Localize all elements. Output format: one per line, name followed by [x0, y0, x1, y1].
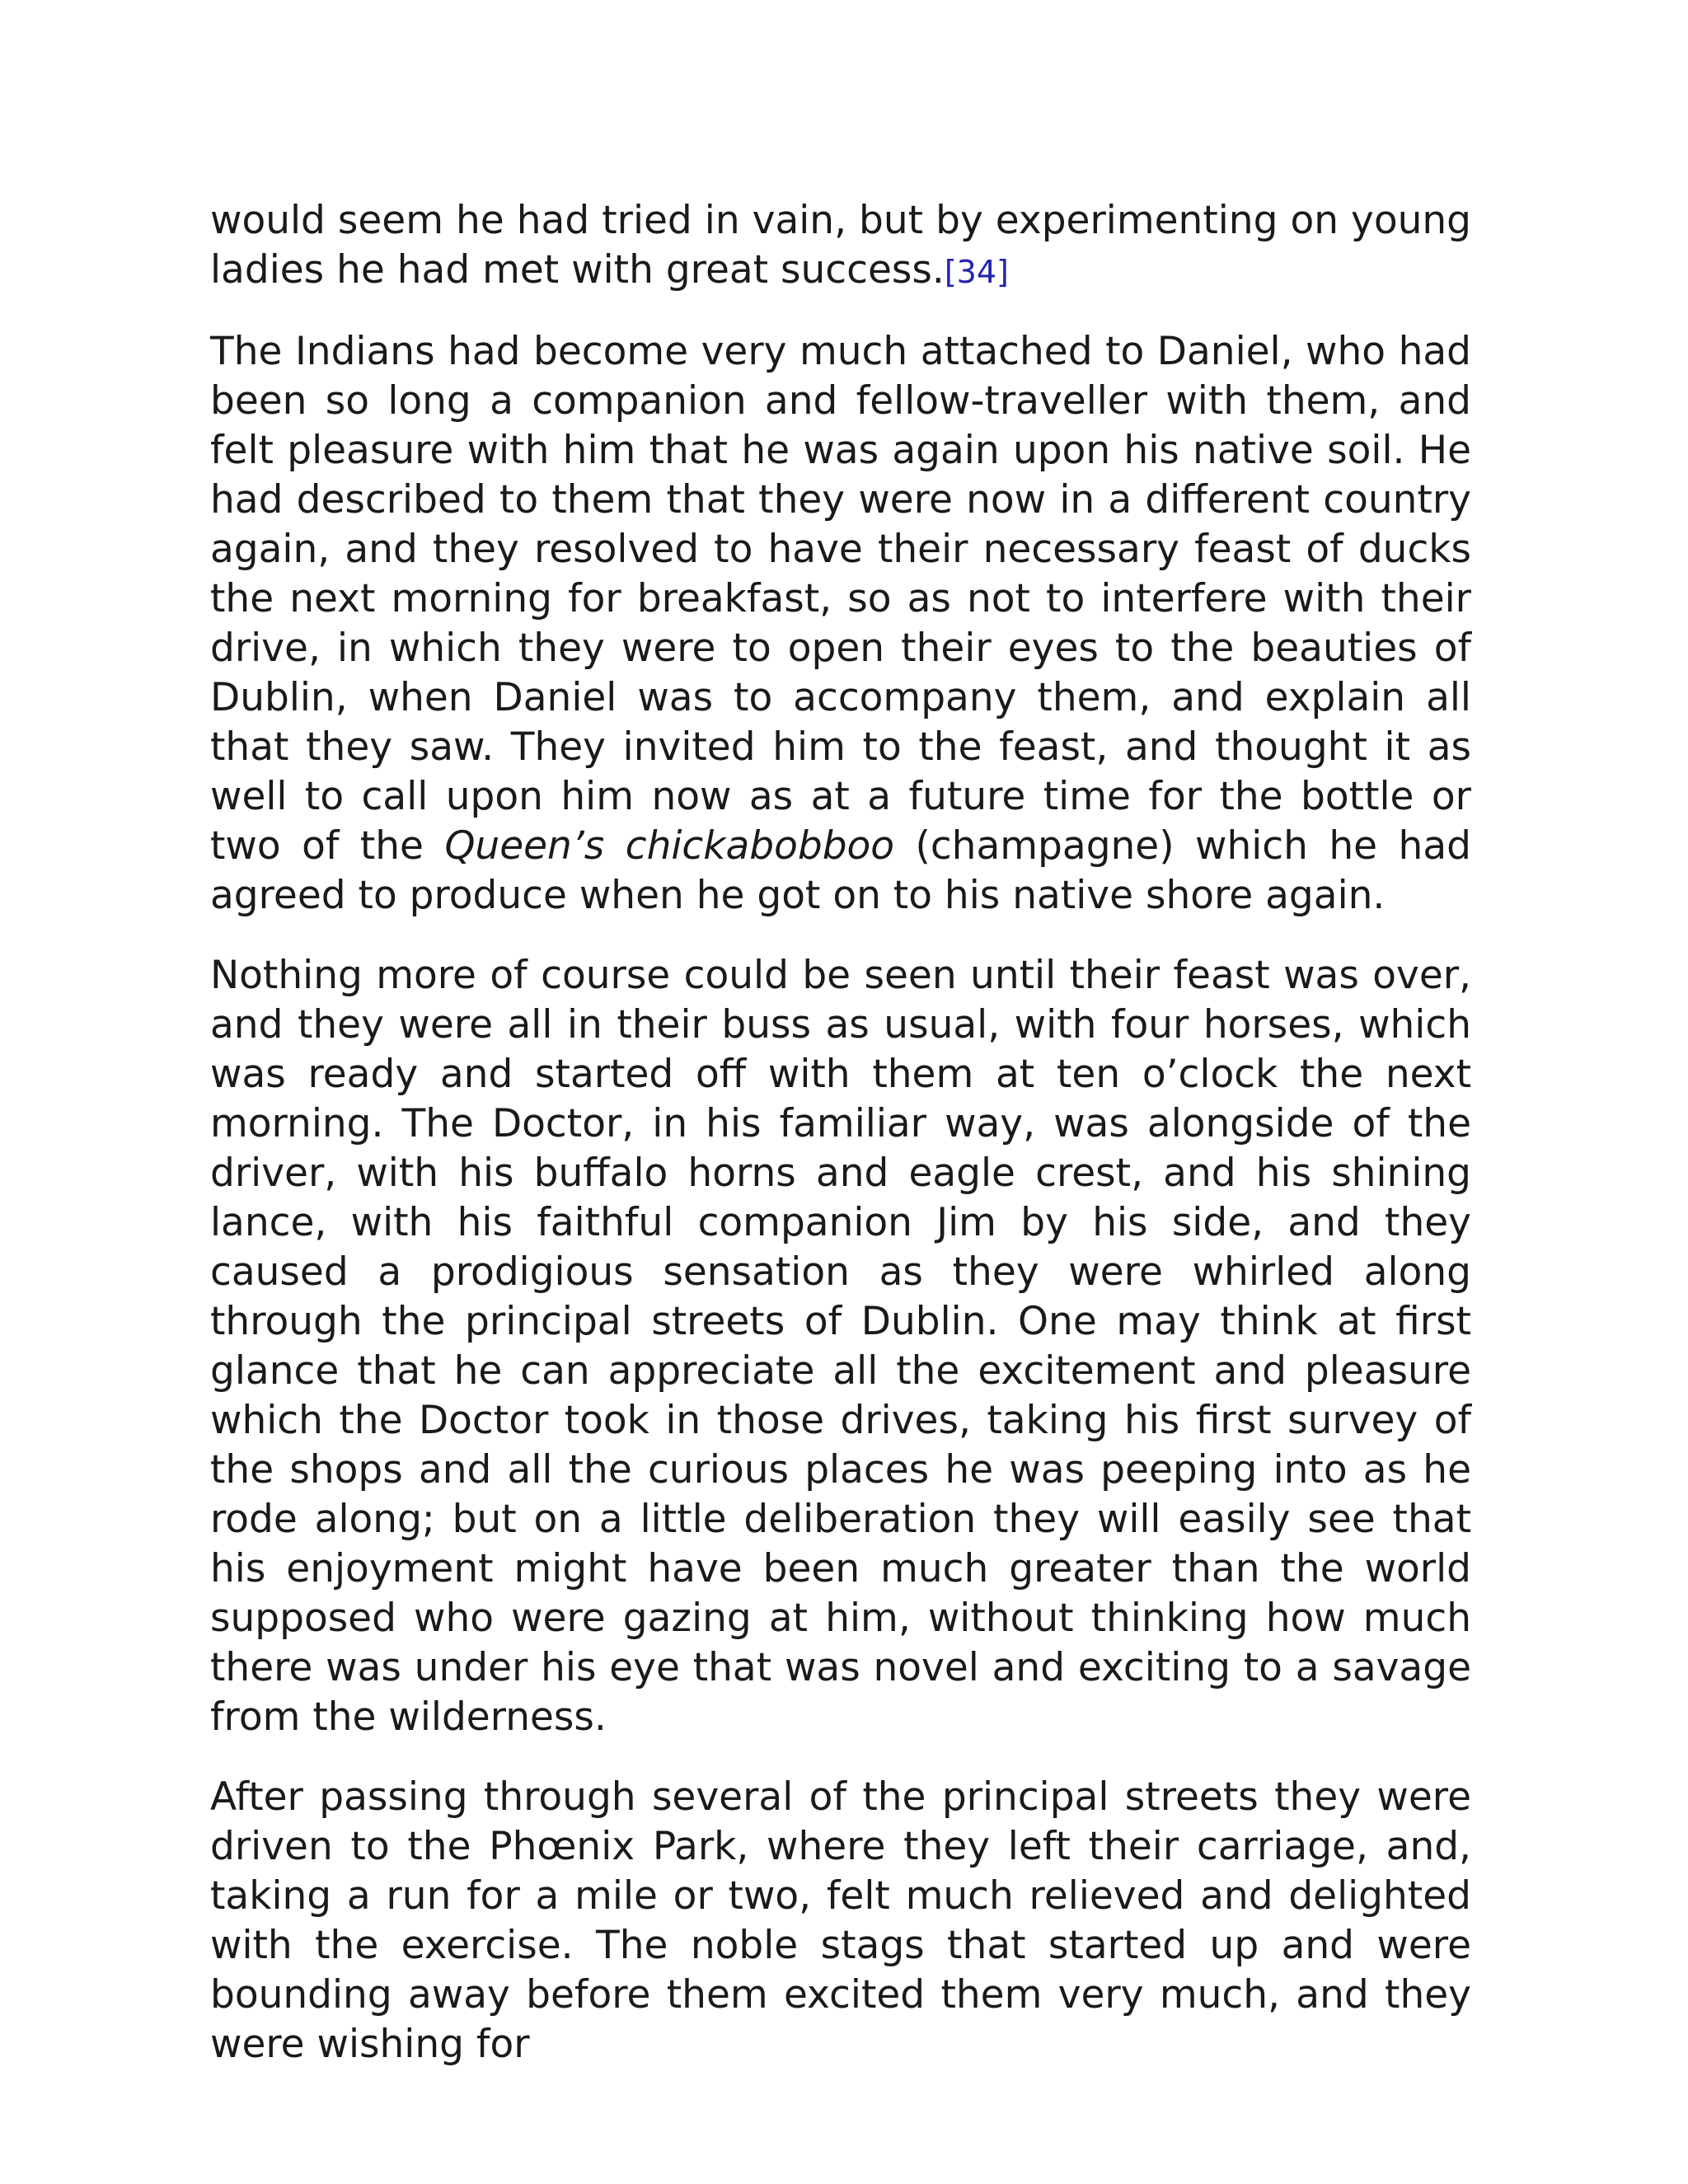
paragraph-2-italic-phrase: Queen’s chickabobboo: [444, 823, 895, 869]
footnote-link-34[interactable]: [34]: [944, 254, 1009, 290]
paragraph-3-text: Nothing more of course could be seen until their feast was over, and they were all in their buss as usual, with four horses, which was ready and started off with them at ten o’clock the next morning. The Doctor, in his familiar way, was alongside of the driver, with his buffalo horns and eagle crest, and his shining lance, with his faithful companion Jim by his side, and they caused a prodigious sensation as they were whirled along through the principal streets of Dublin. One may think at first glance that he can appreciate all the excitement and pleasure which the Doctor took in those drives, taking his first survey of the shops and all the curious places he was peeping into as he rode along; but on a little deliberation they will easily see that his enjoyment might have been much greater than the world supposed who were gazing at him, without thinking how much there was under his eye that was novel and exciting to a savage from the wilderness.: [210, 953, 1471, 1740]
paragraph-2: [210, 327, 1471, 921]
paragraph-4-text: After passing through several of the principal streets they were driven to the Phœnix Park, where they left their carriage, and, taking a run for a mile or two, felt much relieved and delighted with the exercise. The noble stags that started up and were bounding away before them excited them very much, and they were wishing for: [210, 1774, 1471, 2067]
paragraph-3: [210, 951, 1471, 1742]
paragraph-1-text: would seem he had tried in vain, but by experimenting on young ladies he had met with great success.: [210, 198, 1471, 293]
paragraph-2-text-after: (champagne) which he had agreed to produce when he got on to his native shore again.: [210, 823, 1471, 918]
paragraph-4: [210, 1773, 1471, 2069]
paragraph-1: [210, 196, 1471, 297]
paragraph-2-text-before: The Indians had become very much attached to Daniel, who had been so long a companion and fellow-traveller with them, and felt pleasure with him that he was again upon his native soil. He had described to them that they were now in a different country again, and they resolved to have their necessary feast of ducks the next morning for breakfast, so as not to interfere with their drive, in which they were to open their eyes to the beauties of Dublin, when Daniel was to accompany them, and explain all that they saw. They invited him to the feast, and thought it as well to call upon him now as at a future time for the bottle or two of the: [210, 329, 1471, 869]
page-body: [210, 196, 1471, 2100]
